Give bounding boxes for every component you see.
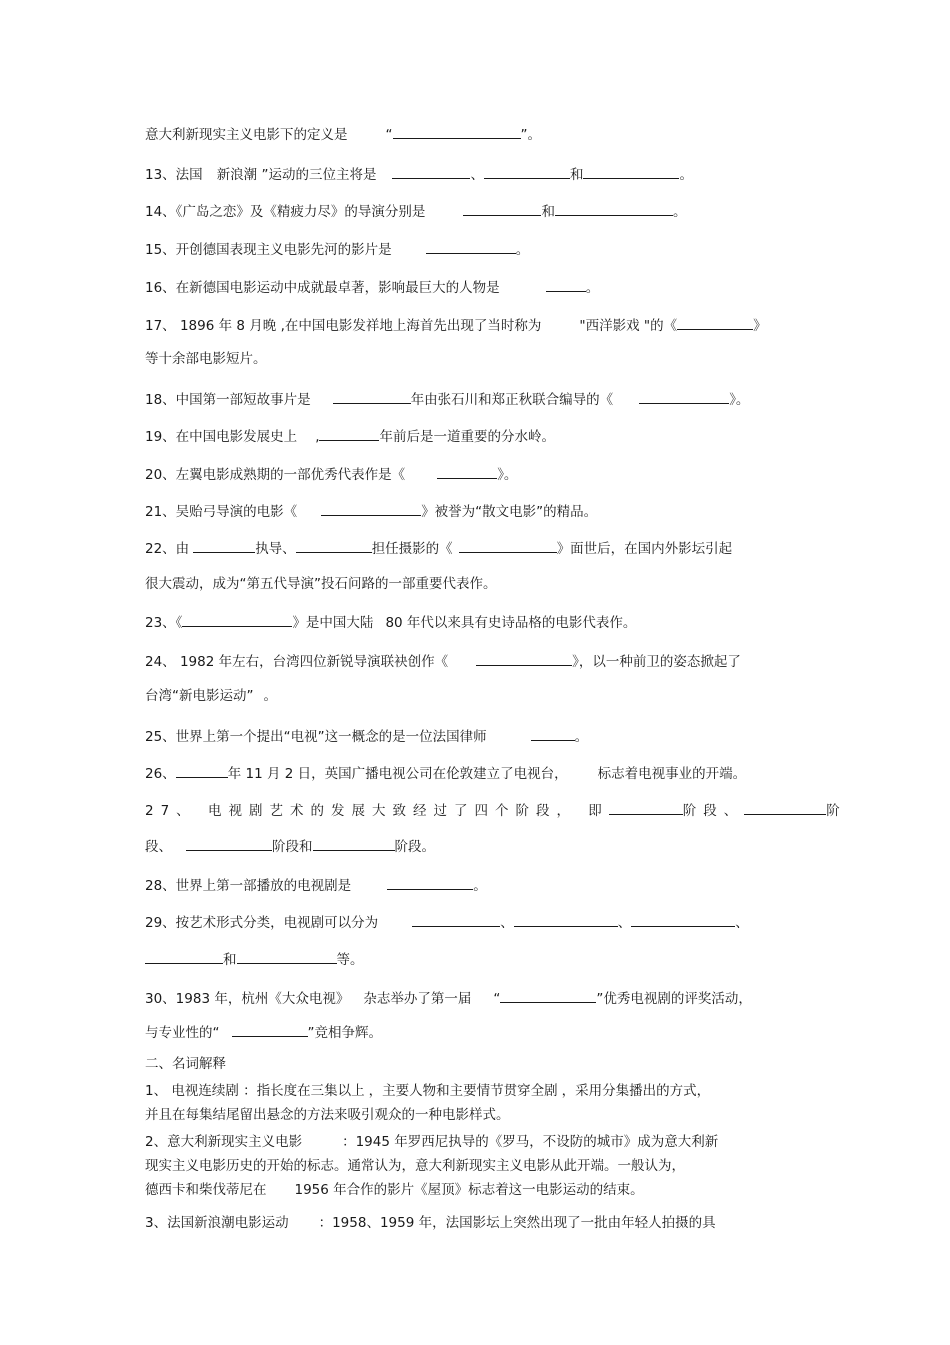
def2-text-d: 德西卡和柴伐蒂尼在 — [145, 1182, 267, 1198]
q28-blank[interactable] — [387, 875, 473, 890]
def3-text-b: ：1958、1959 年，法国影坛上突然出现了一批由年轻人拍摄的具 — [318, 1215, 716, 1231]
q24-text-b: 》，以一种前卫的姿态掀起了 — [572, 654, 741, 670]
q30-text: 30、1983 年，杭州《大众电视》 — [145, 991, 350, 1007]
q27-text-e: 阶段和 — [272, 839, 313, 855]
q13-text: 新浪潮 ”运动的三位主将是 — [216, 167, 377, 183]
question-23-line — [145, 612, 636, 633]
q13-end: 。 — [679, 167, 693, 183]
q27-blank-1[interactable] — [609, 800, 683, 815]
q22-text-d: 》面世后，在国内外影坛引起 — [556, 541, 733, 557]
question-25-line — [145, 726, 588, 747]
q30-blank-1[interactable] — [500, 988, 596, 1003]
question-13-line — [145, 164, 693, 185]
q24-text-c: 台湾“新电影运动” — [145, 688, 254, 704]
def1-text-b: ，主要人物和主要情节贯穿全剧 — [368, 1083, 558, 1099]
q27-blank-4[interactable] — [313, 836, 395, 851]
question-15-line — [145, 239, 529, 260]
question-17-continued — [145, 349, 267, 369]
def2-text-a: 2、意大利新现实主义电影 — [145, 1134, 303, 1150]
q29-blank-3[interactable] — [631, 912, 735, 927]
q17-text: 17、 1896 年 8 月晚 ,在中国电影发祥地上海首先出现了当时称为 — [145, 318, 542, 334]
q13-blank-1[interactable] — [392, 164, 470, 179]
q19-blank[interactable] — [319, 426, 379, 441]
q26-text-c: 标志着电视事业的开端。 — [597, 766, 747, 782]
q12-close-quote: ”。 — [520, 127, 541, 143]
q13-sep-2: 和 — [569, 167, 584, 183]
q24-text: 24、 1982 年左右，台湾四位新锐导演联袂创作《 — [145, 654, 449, 670]
q15-blank[interactable] — [426, 239, 516, 254]
q30-text-f: ”竞相争辉。 — [307, 1025, 382, 1041]
question-18-line — [145, 389, 749, 410]
definition-2-continued-1 — [145, 1156, 685, 1176]
q29-blank-4[interactable] — [145, 949, 223, 964]
q16-blank[interactable] — [546, 277, 586, 292]
q30-text-b: 杂志举办了第一届 — [363, 991, 472, 1007]
def2-text-b: ：1945 年罗西尼执导的《罗马，不设防的城市》成为意大利新 — [342, 1134, 719, 1150]
q26-blank[interactable] — [176, 763, 228, 778]
q17-text-d: 等十余部电影短片。 — [145, 351, 267, 367]
q18-text-b: 年由张石川和郑正秋联合编导的《 — [410, 392, 614, 408]
question-28-line — [145, 875, 487, 896]
q29-sep-3: 、 — [735, 915, 749, 931]
q19-comma: , — [315, 429, 320, 445]
q21-text-b: 》被誉为“散文电影”的精品。 — [421, 504, 598, 520]
q26-text-b: 年 11 月 2 日，英国广播电视公司在伦敦建立了电视台， — [227, 766, 568, 782]
def1-text-d: 并且在每集结尾留出悬念的方法来吸引观众的一种电影样式。 — [145, 1107, 510, 1123]
q29-and: 和 — [223, 952, 237, 968]
q22-text-e: 很大震动，成为“第五代导演”投石问路的一部重要代表作。 — [145, 576, 497, 592]
q29-end: 等。 — [336, 952, 364, 968]
question-30-line — [145, 988, 752, 1009]
q17-blank[interactable] — [677, 315, 753, 330]
q30-blank-2[interactable] — [232, 1022, 308, 1037]
question-20-line — [145, 464, 517, 485]
q13-blank-2[interactable] — [484, 164, 570, 179]
question-24-continued — [145, 686, 277, 706]
q27-text-c: 阶 — [826, 803, 840, 819]
q16-text: 16、在新德国电影运动中成就最卓著，影响最巨大的人物是 — [145, 280, 500, 296]
q20-text: 20、左翼电影成熟期的一部优秀代表作是《 — [145, 467, 406, 483]
q20-text-b: 》。 — [497, 467, 518, 483]
q14-blank-2[interactable] — [555, 201, 673, 216]
q18-text-c: 》。 — [729, 392, 750, 408]
q27-blank-2[interactable] — [744, 800, 826, 815]
q27-text: 27、 电视剧艺术的发展大致经过了四个阶段， 即 — [145, 803, 609, 819]
definition-2-continued-2 — [145, 1180, 644, 1200]
q25-blank[interactable] — [531, 726, 575, 741]
def1-text-a: 1、 电视连续剧 ：指长度在三集以上 — [145, 1083, 365, 1099]
q17-text-c: 》 — [753, 318, 767, 334]
q23-text-c: 80 年代以来具有史诗品格的电影代表作。 — [385, 615, 637, 631]
q23-text: 23、《 — [145, 615, 183, 631]
def2-text-e: 1956 年合作的影片《屋顶》标志着这一电影运动的结束。 — [294, 1182, 644, 1198]
question-12-line — [145, 124, 541, 145]
q15-end: 。 — [515, 242, 530, 258]
q14-end: 。 — [672, 204, 687, 220]
question-26-line — [145, 763, 746, 784]
q29-blank-5[interactable] — [237, 949, 337, 964]
q26-num: 26、 — [145, 766, 176, 782]
question-29-continued — [145, 949, 364, 970]
q19-text: 19、在中国电影发展史上 — [145, 429, 298, 445]
q24-blank[interactable] — [476, 651, 572, 666]
q17-text-b: "西洋影戏 "的《 — [579, 318, 678, 334]
question-19-line — [145, 426, 555, 447]
q20-blank[interactable] — [437, 464, 497, 479]
q25-end: 。 — [574, 729, 589, 745]
question-16-line — [145, 277, 599, 298]
definition-1-line — [145, 1081, 710, 1101]
q13-blank-3[interactable] — [583, 164, 679, 179]
definition-1-continued — [145, 1105, 510, 1125]
q23-blank[interactable] — [182, 612, 292, 627]
q23-text-b: 》是中国大陆 — [292, 615, 374, 631]
definition-2-line — [145, 1132, 718, 1152]
question-24-line — [145, 651, 741, 672]
question-29-line — [145, 912, 749, 933]
q12-text: 意大利新现实主义电影下的定义是 — [145, 127, 348, 143]
q18-blank-2[interactable] — [639, 389, 729, 404]
q22-blank-3[interactable] — [459, 538, 557, 553]
question-17-line — [145, 315, 767, 336]
q27-text-d: 段、 — [145, 839, 172, 855]
def3-text-a: 3、法国新浪潮电影运动 — [145, 1215, 289, 1231]
q29-sep-1: 、 — [500, 915, 514, 931]
q24-text-d: 。 — [263, 688, 277, 704]
q28-end: 。 — [473, 878, 487, 894]
section-2-heading: 二、名词解释 — [145, 1056, 226, 1072]
q19-text-c: 年前后是一道重要的分水岭。 — [379, 429, 555, 445]
q29-blank-2[interactable] — [514, 912, 618, 927]
q30-open-quote: “ — [493, 991, 501, 1007]
q12-blank[interactable] — [393, 124, 521, 139]
q22-text: 22、由 — [145, 541, 190, 557]
q14-blank-1[interactable] — [463, 201, 541, 216]
def1-text-c: ，采用分集播出的方式， — [561, 1083, 711, 1099]
q14-sep: 和 — [541, 204, 555, 220]
q14-text: 14、《广岛之恋》及《精疲力尽》的导演分别是 — [145, 204, 426, 220]
q27-text-b: 阶段、 — [682, 803, 745, 819]
q22-text-c: 担任摄影的《 — [371, 541, 453, 557]
q22-blank-2[interactable] — [296, 538, 372, 553]
q22-blank-1[interactable] — [193, 538, 255, 553]
q13-sep-1: 、 — [470, 167, 484, 183]
q29-sep-2: 、 — [617, 915, 632, 931]
question-21-line — [145, 501, 597, 522]
q18-text: 18、中国第一部短故事片是 — [145, 392, 311, 408]
question-14-line — [145, 201, 686, 222]
question-30-continued — [145, 1022, 382, 1043]
q27-text-f: 阶段。 — [394, 839, 435, 855]
q21-blank[interactable] — [321, 501, 421, 516]
q21-text: 21、吴贻弓导演的电影《 — [145, 504, 298, 520]
section-2-title — [145, 1054, 226, 1074]
question-27-line — [145, 800, 840, 821]
q12-open-quote: “ — [385, 127, 393, 143]
definition-3-line — [145, 1213, 716, 1233]
q13-num: 13、法国 — [145, 167, 203, 183]
q30-text-d: ”优秀电视剧的评奖活动， — [596, 991, 752, 1007]
q27-blank-3[interactable] — [186, 836, 272, 851]
question-22-continued — [145, 574, 497, 594]
question-27-continued — [145, 836, 435, 857]
q22-text-b: 执导、 — [255, 541, 296, 557]
q29-text: 29、按艺术形式分类，电视剧可以分为 — [145, 915, 379, 931]
def2-text-c: 现实主义电影历史的开始的标志。通常认为，意大利新现实主义电影从此开端。一般认为， — [145, 1158, 685, 1174]
question-22-line — [145, 538, 732, 559]
q30-text-e: 与专业性的“ — [145, 1025, 220, 1041]
q29-blank-1[interactable] — [412, 912, 500, 927]
q25-text: 25、世界上第一个提出“电视”这一概念的是一位法国律师 — [145, 729, 487, 745]
q16-end: 。 — [585, 280, 600, 296]
q15-text: 15、开创德国表现主义电影先河的影片是 — [145, 242, 392, 258]
q18-blank-1[interactable] — [333, 389, 411, 404]
q28-text: 28、世界上第一部播放的电视剧是 — [145, 878, 352, 894]
